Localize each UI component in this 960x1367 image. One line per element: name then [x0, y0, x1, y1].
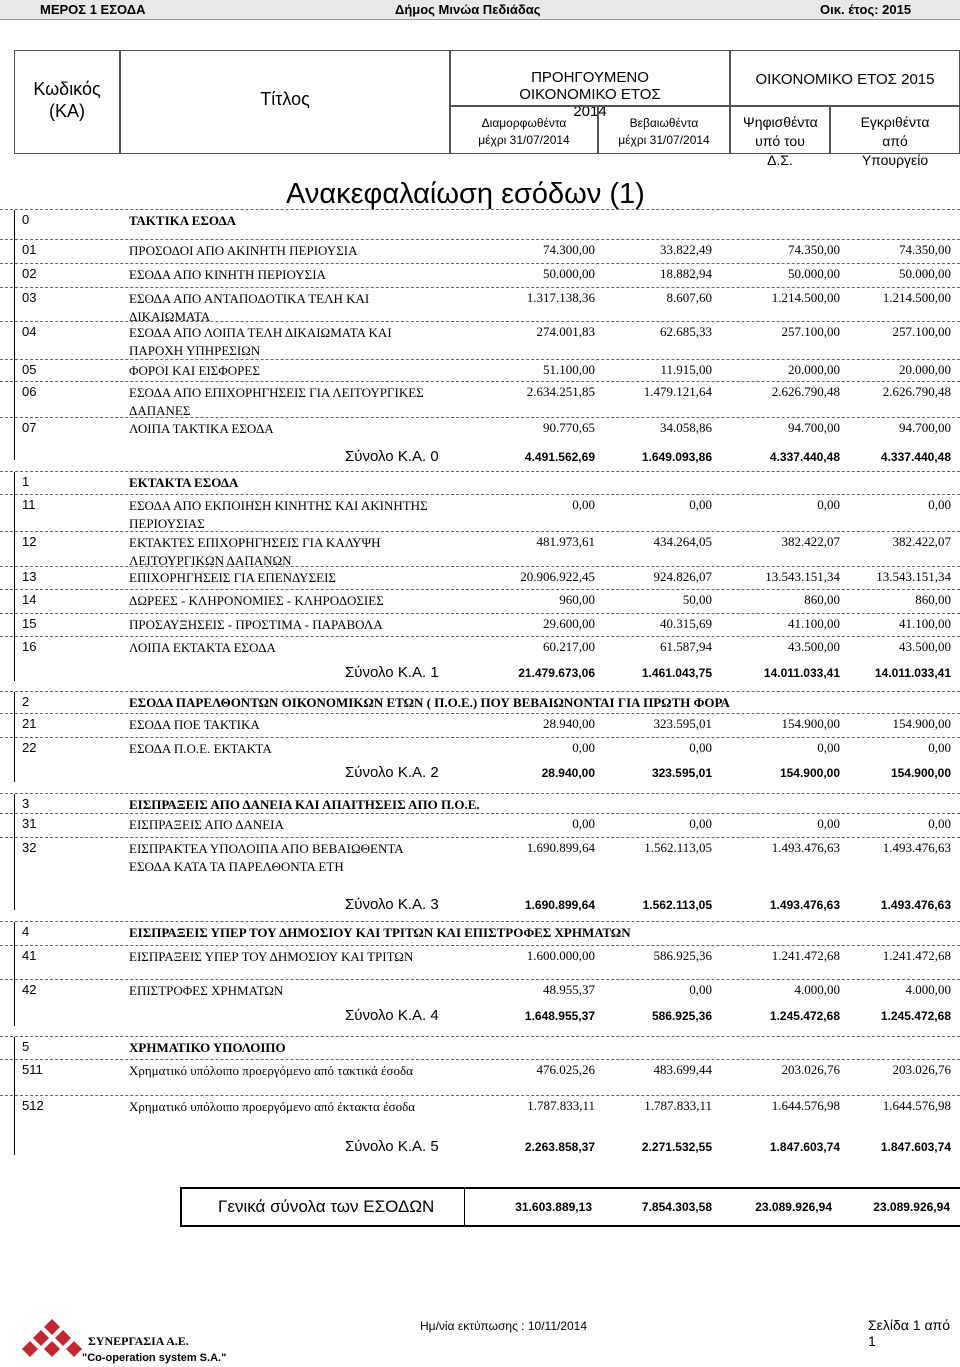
row-divider — [0, 1059, 960, 1060]
row-value: 41.100,00 — [899, 616, 951, 631]
table-row — [0, 639, 960, 659]
row-title: ΠΡΟΣΟΔΟΙ ΑΠΟ ΑΚΙΝΗΤΗ ΠΕΡΙΟΥΣΙΑ — [129, 243, 358, 258]
row-divider — [0, 793, 960, 794]
subtotal-value: 323.595,01 — [651, 766, 712, 780]
municipality-label: Δήμος Μινώα Πεδιάδας — [395, 2, 541, 17]
row-title: ΕΣΟΔΑ ΠΟΕ ΤΑΚΤΙΚΑ — [129, 717, 260, 732]
subtotal-row — [0, 450, 960, 470]
row-value: 1.241.472,68 — [882, 948, 951, 963]
row-divider — [0, 239, 960, 240]
row-code: 03 — [22, 290, 37, 305]
row-divider — [0, 381, 960, 382]
subtotal-value: 4.337.440,48 — [769, 450, 840, 464]
row-code: 14 — [22, 592, 37, 607]
row-divider — [0, 263, 960, 264]
row-value: 0,00 — [817, 740, 840, 755]
row-value: 0,00 — [689, 497, 712, 512]
row-value: 434.264,05 — [653, 534, 712, 549]
row-value: 0,00 — [572, 816, 595, 831]
section-bar — [14, 210, 15, 460]
row-divider — [0, 979, 960, 980]
row-value: 0,00 — [817, 497, 840, 512]
row-divider — [0, 945, 960, 946]
row-divider — [0, 531, 960, 532]
row-value: 50.000,00 — [899, 266, 951, 281]
row-divider — [0, 613, 960, 614]
table-row — [0, 982, 960, 1002]
table-row — [0, 266, 960, 286]
row-value: 94.700,00 — [788, 420, 840, 435]
table-row — [0, 694, 960, 714]
row-title: ΕΣΟΔΑ Π.Ο.Ε. ΕΚΤΑΚΤΑ — [129, 741, 272, 756]
subtotal-row — [0, 1140, 960, 1160]
table-row — [0, 384, 960, 418]
row-value: 1.241.472,68 — [771, 948, 840, 963]
table-row — [0, 1098, 960, 1118]
row-divider — [0, 589, 960, 590]
section-bar — [14, 472, 15, 681]
row-divider — [0, 636, 960, 637]
row-value: 1.214.500,00 — [771, 290, 840, 305]
row-code: 05 — [22, 362, 37, 377]
subtotal-value: 1.649.093,86 — [641, 450, 712, 464]
fiscal-year-label: Οικ. έτος: 2015 — [820, 2, 912, 17]
row-value: 29.600,00 — [543, 616, 595, 631]
top-bar — [0, 0, 960, 20]
subtotal-value: 2.271.532,55 — [641, 1140, 712, 1154]
table-row — [0, 290, 960, 324]
subtotal-value: 1.493.476,63 — [769, 898, 840, 912]
subtotal-value: 154.900,00 — [890, 766, 951, 780]
row-value: 154.900,00 — [892, 716, 951, 731]
subtotal-value: 1.461.043,75 — [641, 666, 712, 680]
header-title: Τίτλος — [120, 50, 450, 154]
row-divider — [0, 566, 960, 567]
page-number: Σελίδα 1 από 1 — [868, 1317, 950, 1349]
row-value: 1.562.113,05 — [644, 840, 712, 855]
row-title: ΕΚΤΑΚΤΕΣ ΕΠΙΧΟΡΗΓΗΣΕΙΣ ΓΙΑ ΚΑΛΥΨΗ ΛΕΙΤΟΥΡΓΙΚΩΝ ΔΑΠΑΝΩΝ — [129, 535, 381, 568]
subtotal-value: 1.648.955,37 — [524, 1009, 595, 1023]
row-value: 481.973,61 — [536, 534, 595, 549]
grand-total-label: Γενικά σύνολα των ΕΣΟΔΩΝ — [218, 1197, 435, 1216]
subtotal-value: 586.925,36 — [651, 1009, 712, 1023]
table-row — [0, 924, 960, 944]
row-value: 2.626.790,48 — [882, 384, 951, 399]
row-title: ΕΣΟΔΑ ΑΠΟ ΕΠΙΧΟΡΗΓΗΣΕΙΣ ΓΙΑ ΛΕΙΤΟΥΡΓΙΚΕΣ ΔΑΠΑΝΕΣ — [129, 385, 424, 418]
table-row — [0, 948, 960, 968]
table-header — [14, 50, 960, 168]
row-value: 586.925,36 — [653, 948, 712, 963]
row-divider — [0, 209, 960, 210]
row-code: 32 — [22, 840, 37, 855]
subtotal-value: 4.337.440,48 — [880, 450, 951, 464]
row-code: 5 — [22, 1039, 30, 1054]
row-value: 203.026,76 — [892, 1062, 951, 1077]
row-value: 62.685,33 — [660, 324, 712, 339]
row-value: 0,00 — [817, 816, 840, 831]
row-value: 0,00 — [928, 497, 951, 512]
row-code: 16 — [22, 639, 37, 654]
table-row — [0, 716, 960, 736]
table-row — [0, 740, 960, 760]
row-title: ΕΙΣΠΡΑΞΕΙΣ ΑΠΟ ΔΑΝΕΙΑ ΚΑΙ ΑΠΑΙΤΗΣΕΙΣ ΑΠΟ Π.Ο.Ε. — [129, 797, 480, 812]
section-bar — [14, 692, 15, 782]
row-title: Χρηματικό υπόλοιπο προεργόμενο από τακτικά έσοδα — [129, 1063, 413, 1078]
row-code: 22 — [22, 740, 37, 755]
table-row — [0, 324, 960, 358]
row-title: ΛΟΙΠΑ ΤΑΚΤΙΚΑ ΕΣΟΔΑ — [129, 421, 274, 436]
section-bar — [14, 794, 15, 910]
row-value: 0,00 — [689, 816, 712, 831]
row-code: 12 — [22, 534, 37, 549]
row-value: 50,00 — [682, 592, 712, 607]
row-value: 154.900,00 — [781, 716, 840, 731]
grand-total-certified: 7.854.303,58 — [641, 1200, 712, 1214]
footer — [0, 1312, 960, 1367]
row-code: 01 — [22, 242, 37, 257]
row-title: ΕΣΟΔΑ ΑΠΟ ΚΙΝΗΤΗ ΠΕΡΙΟΥΣΙΑ — [129, 267, 326, 282]
subtotal-value: 28.940,00 — [541, 766, 595, 780]
row-code: 2 — [22, 694, 30, 709]
row-value: 1.479.121,64 — [643, 384, 712, 399]
table-row — [0, 242, 960, 262]
row-value: 60.217,00 — [543, 639, 595, 654]
subtotal-value: 1.562.113,05 — [642, 898, 712, 912]
row-value: 4.000,00 — [794, 982, 840, 997]
row-value: 382.422,07 — [781, 534, 840, 549]
row-value: 74.350,00 — [788, 242, 840, 257]
subtotal-value: 2.263.858,37 — [524, 1140, 595, 1154]
subtotal-value: 1.245.472,68 — [880, 1009, 951, 1023]
row-value: 2.634.251,85 — [526, 384, 595, 399]
subtotal-value: 4.491.562,69 — [524, 450, 595, 464]
header-certified: Βεβαιωθέντα μέχρι 31/07/2014 — [598, 106, 730, 154]
row-title: ΤΑΚΤΙΚΑ ΕΣΟΔΑ — [129, 213, 237, 228]
row-value: 61.587,94 — [660, 639, 712, 654]
subtotal-value: 154.900,00 — [779, 766, 840, 780]
row-divider — [0, 921, 960, 922]
row-code: 06 — [22, 384, 37, 399]
row-divider — [0, 1036, 960, 1037]
row-title: ΕΣΟΔΑ ΑΠΟ ΛΟΙΠΑ ΤΕΛΗ ΔΙΚΑΙΩΜΑΤΑ ΚΑΙ ΠΑΡΟΧΗ ΥΠΗΡΕΣΙΩΝ — [129, 325, 392, 358]
row-title: ΕΣΟΔΑ ΠΑΡΕΛΘΟΝΤΩΝ ΟΙΚΟΝΟΜΙΚΩΝ ΕΤΩΝ ( Π.Ο.Ε.) ΠΟΥ ΒΕΒΑΙΩΝΟΝΤΑΙ ΓΙΑ ΠΡΩΤΗ ΦΟΡΑ — [129, 695, 730, 710]
row-value: 1.644.576,98 — [882, 1098, 951, 1113]
row-code: 07 — [22, 420, 37, 435]
row-divider — [0, 737, 960, 738]
row-title: ΕΠΙΣΤΡΟΦΕΣ ΧΡΗΜΑΤΩΝ — [129, 983, 284, 998]
row-value: 43.500,00 — [788, 639, 840, 654]
row-code: 41 — [22, 948, 37, 963]
table-row — [0, 569, 960, 589]
grand-total-voted: 23.089.926,94 — [755, 1200, 832, 1214]
row-value: 51.100,00 — [543, 362, 595, 377]
table-row — [0, 816, 960, 836]
row-value: 1.690.899,64 — [526, 840, 595, 855]
row-code: 13 — [22, 569, 37, 584]
row-value: 40.315,69 — [660, 616, 712, 631]
header-voted: Ψηφισθέντα υπό του Δ.Σ. — [730, 106, 830, 154]
row-value: 1.787.833,11 — [527, 1098, 595, 1113]
subtotal-value: 14.011.033,41 — [874, 666, 951, 680]
row-value: 2.626.790,48 — [771, 384, 840, 399]
row-title: ΕΣΟΔΑ ΑΠΟ ΑΝΤΑΠΟΔΟΤΙΚΑ ΤΕΛΗ ΚΑΙ ΔΙΚΑΙΩΜΑΤΑ — [129, 291, 370, 324]
row-code: 42 — [22, 982, 37, 997]
row-value: 1.214.500,00 — [882, 290, 951, 305]
row-value: 257.100,00 — [892, 324, 951, 339]
header-approved: Εγκριθέντα από Υπουργείο — [830, 106, 960, 154]
row-value: 33.822,49 — [660, 242, 712, 257]
company-name-en: "Co-operation system S.A." — [82, 1352, 227, 1364]
table-row — [0, 534, 960, 568]
row-title: ΦΟΡΟΙ ΚΑΙ ΕΙΣΦΟΡΕΣ — [129, 363, 260, 378]
row-value: 0,00 — [689, 740, 712, 755]
row-value: 4.000,00 — [905, 982, 951, 997]
row-value: 94.700,00 — [899, 420, 951, 435]
row-value: 860,00 — [804, 592, 840, 607]
company-logo-icon — [22, 1317, 82, 1365]
header-cur-year: ΟΙΚΟΝΟΜΙΚΟ ΕΤΟΣ 2015 — [730, 50, 960, 106]
row-code: 21 — [22, 716, 37, 731]
row-value: 257.100,00 — [781, 324, 840, 339]
row-code: 511 — [22, 1062, 43, 1077]
row-value: 28.940,00 — [543, 716, 595, 731]
row-code: 512 — [22, 1098, 44, 1113]
subtotal-row — [0, 666, 960, 686]
row-divider — [0, 813, 960, 814]
subtotal-label: Σύνολο Κ.Α. 0 — [345, 448, 439, 465]
row-title: ΠΡΟΣΑΥΞΗΣΕΙΣ - ΠΡΟΣΤΙΜΑ - ΠΑΡΑΒΟΛΑ — [129, 617, 383, 632]
company-name: ΣΥΝΕΡΓΑΣΙΑ Α.Ε. — [88, 1334, 189, 1348]
row-value: 34.058,86 — [660, 420, 712, 435]
table-row — [0, 592, 960, 612]
row-title: ΕΙΣΠΡΑΞΕΙΣ ΑΠΟ ΔΑΝΕΙΑ — [129, 817, 284, 832]
row-value: 1.317.138,36 — [526, 290, 595, 305]
grand-total-formed: 31.603.889,13 — [515, 1200, 592, 1214]
row-value: 20.000,00 — [899, 362, 951, 377]
row-code: 1 — [22, 474, 30, 489]
row-value: 90.770,65 — [543, 420, 595, 435]
subtotal-value: 1.847.603,74 — [880, 1140, 951, 1154]
row-title: ΕΙΣΠΡΑΚΤΕΑ ΥΠΟΛΟΙΠΑ ΑΠΟ ΒΕΒΑΙΩΘΕΝΤΑ ΕΣΟΔΑ ΚΑΤΑ ΤΑ ΠΑΡΕΛΘΟΝΤΑ ΕΤΗ — [129, 841, 403, 874]
row-title: ΕΠΙΧΟΡΗΓΗΣΕΙΣ ΓΙΑ ΕΠΕΝΔΥΣΕΙΣ — [129, 570, 336, 585]
header-prev-year: ΠΡΟΗΓΟΥΜΕΝΟ ΟΙΚΟΝΟΜΙΚΟ ΕΤΟΣ 2014 — [450, 50, 730, 106]
subtotal-row — [0, 898, 960, 918]
table-row — [0, 420, 960, 440]
row-title: ΛΟΙΠΑ ΕΚΤΑΚΤΑ ΕΣΟΔΑ — [129, 640, 276, 655]
table-row — [0, 840, 960, 874]
row-value: 48.955,37 — [543, 982, 595, 997]
print-date: Ημ/νία εκτύπωσης : 10/11/2014 — [420, 1319, 588, 1333]
row-code: 3 — [22, 796, 30, 811]
row-value: 483.699,44 — [653, 1062, 712, 1077]
subtotal-label: Σύνολο Κ.Α. 4 — [345, 1007, 439, 1024]
row-value: 382.422,07 — [892, 534, 951, 549]
row-value: 203.026,76 — [781, 1062, 840, 1077]
table-row — [0, 616, 960, 636]
row-value: 8.607,60 — [666, 290, 712, 305]
row-title: ΕΙΣΠΡΑΞΕΙΣ ΥΠΕΡ ΤΟΥ ΔΗΜΟΣΙΟΥ ΚΑΙ ΤΡΙΤΩΝ ΚΑΙ ΕΠΙΣΤΡΟΦΕΣ ΧΡΗΜΑΤΩΝ — [129, 925, 631, 940]
row-value: 476.025,26 — [536, 1062, 595, 1077]
subtotal-value: 21.479.673,06 — [518, 666, 595, 680]
row-value: 924.826,07 — [653, 569, 712, 584]
row-divider — [0, 321, 960, 322]
row-value: 18.882,94 — [660, 266, 712, 281]
row-title: Χρηματικό υπόλοιπο προεργόμενο από έκτακτα έσοδα — [129, 1099, 416, 1114]
row-title: ΧΡΗΜΑΤΙΚΟ ΥΠΟΛΟΙΠΟ — [129, 1040, 286, 1055]
row-value: 50.000,00 — [788, 266, 840, 281]
subtotal-label: Σύνολο Κ.Α. 5 — [345, 1138, 439, 1155]
row-value: 13.543.151,34 — [765, 569, 840, 584]
row-divider — [0, 359, 960, 360]
table-row — [0, 497, 960, 531]
subtotal-label: Σύνολο Κ.Α. 2 — [345, 764, 439, 781]
row-value: 0,00 — [928, 816, 951, 831]
row-value: 0,00 — [572, 497, 595, 512]
header-code: Κωδικός (ΚΑ) — [14, 50, 120, 154]
subtotal-row — [0, 1009, 960, 1029]
subtotal-label: Σύνολο Κ.Α. 3 — [345, 896, 439, 913]
row-value: 1.493.476,63 — [882, 840, 951, 855]
table-row — [0, 1062, 960, 1082]
subtotal-value: 1.847.603,74 — [769, 1140, 840, 1154]
row-value: 41.100,00 — [788, 616, 840, 631]
row-value: 74.350,00 — [899, 242, 951, 257]
row-title: ΕΣΟΔΑ ΑΠΟ ΕΚΠΟΙΗΣΗ ΚΙΝΗΤΗΣ ΚΑΙ ΑΚΙΝΗΤΗΣ ΠΕΡΙΟΥΣΙΑΣ — [129, 498, 428, 531]
row-value: 323.595,01 — [653, 716, 712, 731]
table-row — [0, 362, 960, 382]
table-row — [0, 1039, 960, 1059]
row-value: 74.300,00 — [543, 242, 595, 257]
row-divider — [0, 691, 960, 692]
table-row — [0, 474, 960, 494]
section-label: ΜΕΡΟΣ 1 ΕΣΟΔΑ — [40, 2, 146, 17]
subtotal-value: 1.493.476,63 — [880, 898, 951, 912]
subtotal-label: Σύνολο Κ.Α. 1 — [345, 664, 439, 681]
row-divider — [0, 471, 960, 472]
header-formed: Διαμορφωθέντα μέχρι 31/07/2014 — [450, 106, 598, 154]
row-value: 0,00 — [572, 740, 595, 755]
table-row — [0, 212, 960, 232]
row-divider — [0, 417, 960, 418]
row-title: ΕΙΣΠΡΑΞΕΙΣ ΥΠΕΡ ΤΟΥ ΔΗΜΟΣΙΟΥ ΚΑΙ ΤΡΙΤΩΝ — [129, 949, 414, 964]
subtotal-value: 14.011.033,41 — [763, 666, 840, 680]
row-divider — [0, 837, 960, 838]
row-value: 1.644.576,98 — [771, 1098, 840, 1113]
row-divider — [0, 713, 960, 714]
row-code: 02 — [22, 266, 37, 281]
subtotal-value: 1.690.899,64 — [524, 898, 595, 912]
row-value: 960,00 — [559, 592, 595, 607]
row-code: 04 — [22, 324, 37, 339]
row-value: 43.500,00 — [899, 639, 951, 654]
row-value: 20.000,00 — [788, 362, 840, 377]
section-bar — [14, 922, 15, 1026]
section-bar — [14, 1037, 15, 1155]
row-value: 1.493.476,63 — [771, 840, 840, 855]
row-value: 11.915,00 — [660, 362, 712, 377]
row-value: 1.600.000,00 — [526, 948, 595, 963]
row-value: 0,00 — [689, 982, 712, 997]
row-value: 274.001,83 — [536, 324, 595, 339]
grand-total-approved: 23.089.926,94 — [873, 1200, 950, 1214]
row-code: 11 — [22, 497, 36, 512]
row-value: 20.906.922,45 — [520, 569, 595, 584]
row-code: 31 — [22, 816, 37, 831]
row-code: 0 — [22, 212, 30, 227]
subtotal-value: 1.245.472,68 — [769, 1009, 840, 1023]
row-title: ΕΚΤΑΚΤΑ ΕΣΟΔΑ — [129, 475, 239, 490]
row-divider — [0, 1095, 960, 1096]
row-code: 15 — [22, 616, 37, 631]
row-value: 1.787.833,11 — [644, 1098, 712, 1113]
row-value: 0,00 — [928, 740, 951, 755]
row-title: ΔΩΡΕΕΣ - ΚΛΗΡΟΝΟΜΙΕΣ - ΚΛΗΡΟΔΟΣΙΕΣ — [129, 593, 384, 608]
row-value: 860,00 — [915, 592, 951, 607]
row-value: 50.000,00 — [543, 266, 595, 281]
grand-total-box — [180, 1187, 960, 1227]
row-divider — [0, 287, 960, 288]
row-divider — [0, 494, 960, 495]
row-value: 13.543.151,34 — [876, 569, 951, 584]
page-title: Ανακεφαλαίωση εσόδων (1) — [286, 178, 645, 210]
row-code: 4 — [22, 924, 30, 939]
subtotal-row — [0, 766, 960, 786]
